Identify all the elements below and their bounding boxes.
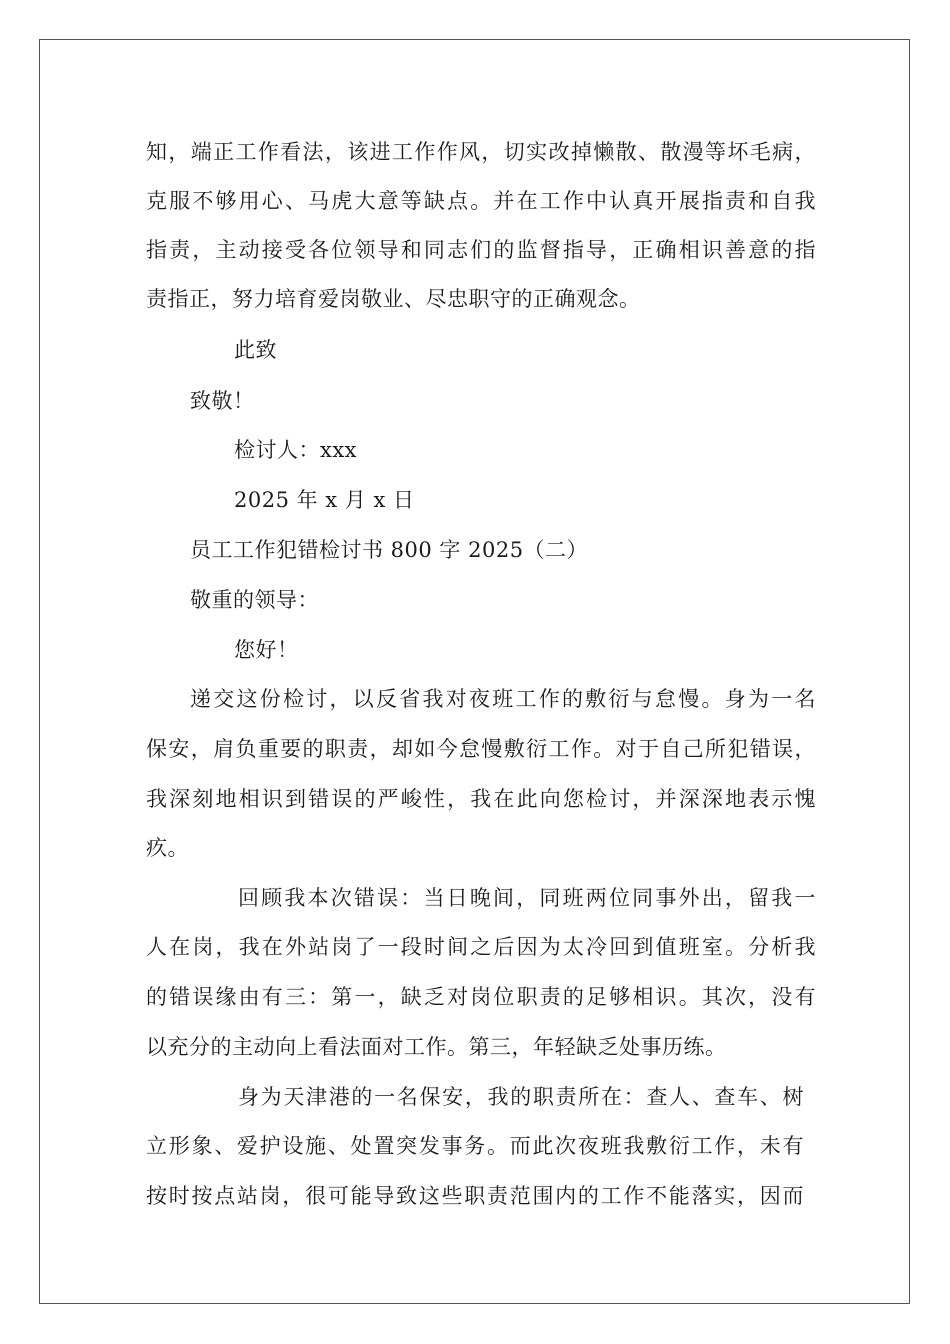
text-line-13: 保安，肩负重要的职责，却如今怠慢敷衍工作。对于自己所犯错误，	[146, 737, 816, 761]
text-line-2: 克服不够用心、马虎大意等缺点。并在工作中认真开展指责和自我	[146, 189, 816, 213]
text-line-22: 按时按点站岗，很可能导致这些职责范围内的工作不能落实，因而	[146, 1184, 804, 1208]
page-border	[39, 39, 910, 1304]
text-line-1: 知，端正工作看法，该进工作作风，切实改掉懒散、散漫等坏毛病，	[146, 140, 816, 164]
text-line-15: 疚。	[146, 836, 189, 860]
signature-date: 2025 年 x 月 x 日	[234, 488, 415, 512]
greeting-hello: 您好！	[234, 638, 299, 662]
text-line-16: 回顾我本次错误：当日晚间，同班两位同事外出，留我一	[238, 886, 816, 910]
text-line-17: 人在岗，我在外站岗了一段时间之后因为太冷回到值班室。分析我	[146, 935, 816, 959]
text-line-12: 递交这份检讨，以反省我对夜班工作的敷衍与怠慢。身为一名	[190, 687, 816, 711]
closing-respect: 致敬！	[190, 389, 255, 413]
greeting-recipient: 敬重的领导：	[190, 588, 319, 612]
text-line-14: 我深刻地相识到错误的严峻性，我在此向您检讨，并深深地表示愧	[146, 787, 816, 811]
text-line-3: 指责，主动接受各位领导和同志们的监督指导，正确相识善意的指	[146, 238, 816, 262]
text-line-4: 责指正，努力培育爱岗敬业、尽忠职守的正确观念。	[146, 287, 641, 311]
closing-salutation: 此致	[234, 338, 277, 362]
text-line-21: 立形象、爱护设施、处置突发事务。而此次夜班我敷衍工作，未有	[146, 1134, 804, 1158]
section-title: 员工工作犯错检讨书 800 字 2025（二）	[190, 538, 589, 562]
text-line-18: 的错误缘由有三：第一，缺乏对岗位职责的足够相识。其次，没有	[146, 985, 816, 1009]
text-line-20: 身为天津港的一名保安，我的职责所在：查人、查车、树	[238, 1085, 804, 1109]
signature-name: 检讨人：xxx	[234, 438, 358, 462]
text-line-19: 以充分的主动向上看法面对工作。第三，年轻缺乏处事历练。	[146, 1035, 727, 1059]
